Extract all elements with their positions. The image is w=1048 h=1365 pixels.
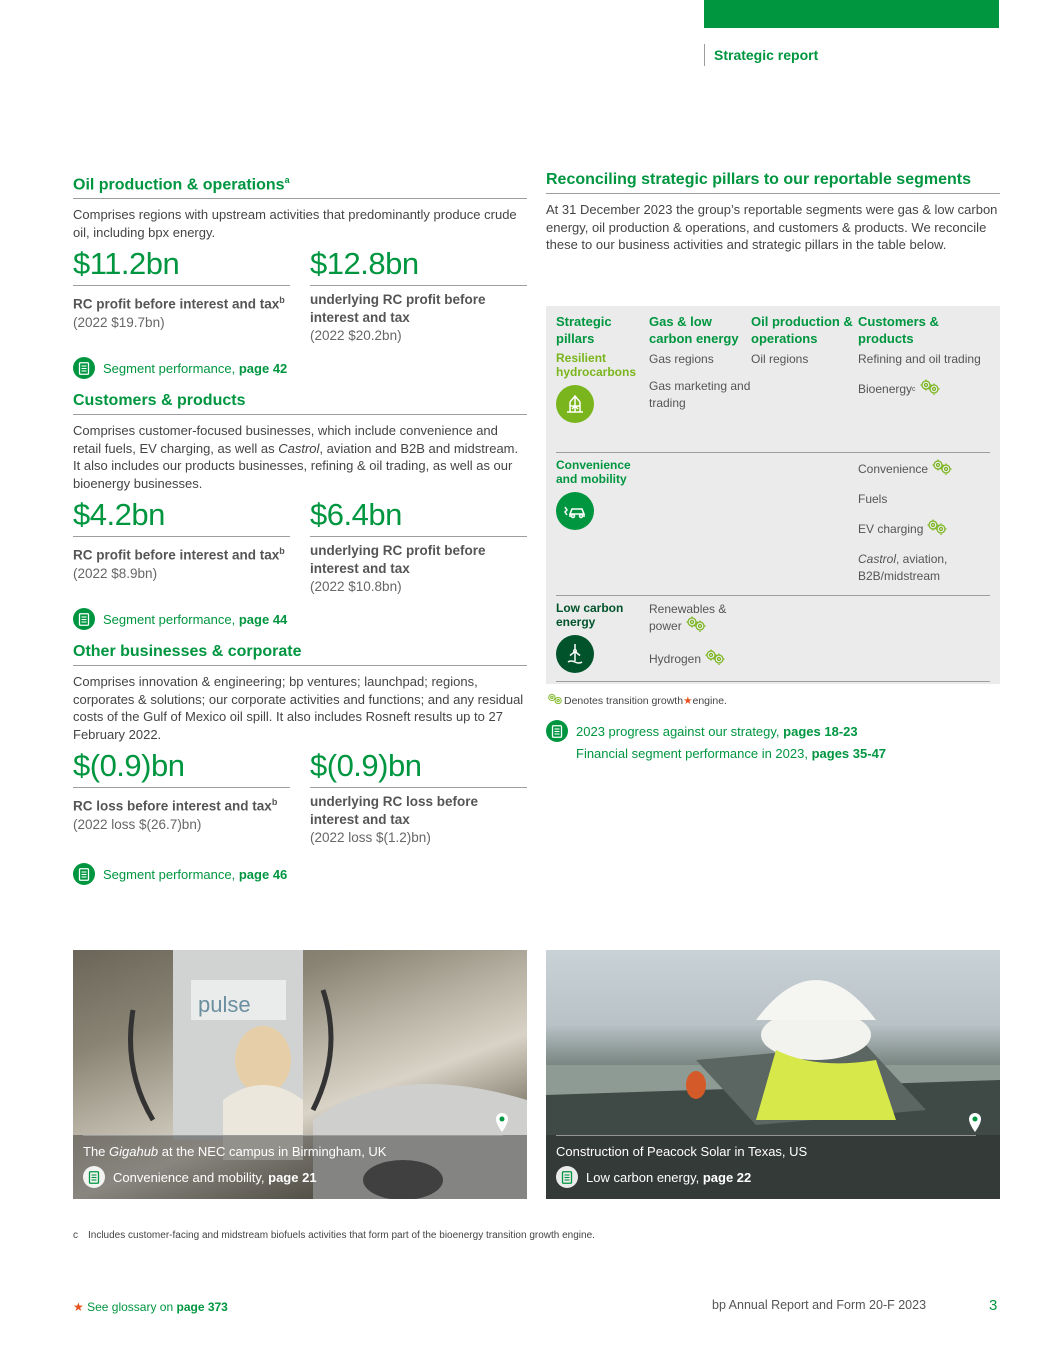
growth-engine-gears-icon bbox=[546, 692, 564, 709]
pillar-name: Low carbon energy bbox=[556, 600, 624, 629]
table-cell: Renewables & power bbox=[649, 601, 751, 638]
metric: $(0.9)bn underlying RC loss before interest and tax (2022 loss $(1.2)bn) bbox=[310, 747, 527, 847]
segment-title: Customers & products bbox=[73, 391, 527, 415]
table-cell: Bioenergy c bbox=[858, 378, 990, 401]
document-icon bbox=[73, 863, 95, 885]
photo-caption: The Gigahub at the NEC campus in Birmingham, UK Convenience and mobility, page 21 bbox=[73, 1135, 527, 1199]
metric: $12.8bn underlying RC profit before interest and tax (2022 $20.2bn) bbox=[310, 245, 527, 345]
strategy-references bbox=[546, 720, 886, 764]
segment-customers-products bbox=[73, 391, 527, 630]
page-number: 3 bbox=[989, 1297, 998, 1314]
table-row bbox=[556, 452, 990, 595]
table-cell: Gas regions bbox=[649, 352, 714, 366]
reconciling-title: Reconciling strategic pillars to our reportable segments bbox=[546, 170, 1000, 194]
table-cell: Convenience bbox=[858, 458, 990, 481]
glossary-link[interactable]: ★ See glossary on page 373 bbox=[73, 1300, 228, 1314]
pillar-name: Convenience and mobility bbox=[556, 457, 631, 486]
column-header: Gas & low carbon energy bbox=[649, 314, 739, 346]
document-icon bbox=[546, 720, 568, 742]
section-label: Strategic report bbox=[704, 44, 818, 66]
segment-oil-production bbox=[73, 170, 527, 379]
table-cell: Gas marketing and trading bbox=[649, 379, 751, 410]
photo-caption: Construction of Peacock Solar in Texas, US Low carbon energy, page 22 bbox=[546, 1135, 1000, 1199]
growth-engine-gears-icon bbox=[704, 648, 726, 671]
document-icon bbox=[556, 1166, 578, 1188]
segment-description: Comprises customer-focused businesses, which include convenience and retail fuels, EV charging, as well as Castrol, aviation and B2B and midstream. It also includes our products businesses, refining & oil trading, as well as our bioenergy businesses. bbox=[73, 423, 519, 491]
column-header: Oil production & operations bbox=[751, 314, 853, 346]
report-name: bp Annual Report and Form 20-F 2023 bbox=[712, 1298, 927, 1312]
segment-performance-link[interactable]: Segment performance, page 42 bbox=[73, 357, 527, 379]
svg-text:pulse: pulse bbox=[198, 992, 251, 1017]
segments-column bbox=[73, 170, 527, 885]
metric: $11.2bn RC profit before interest and tax$^b$ (2022 $19.7bn) bbox=[73, 245, 290, 345]
pillar-name: Resilient hydrocarbons bbox=[556, 351, 637, 379]
table-header-row bbox=[556, 312, 990, 347]
convenience-mobility-link[interactable]: Convenience and mobility, page 21 bbox=[83, 1166, 517, 1188]
column-header: Customers & products bbox=[858, 314, 939, 346]
growth-engine-gears-icon bbox=[685, 615, 707, 638]
reconciling-description: At 31 December 2023 the group’s reportable segments were gas & low carbon energy, oil production & operations, and customers & products. We reconcile these to our business activities and strategic pillars in the table below. bbox=[546, 202, 998, 252]
offshore-platform-icon bbox=[556, 385, 594, 423]
segment-title: Oil production & operations$^a$ bbox=[73, 170, 527, 199]
segment-performance-2023-link[interactable]: Financial segment performance in 2023, pages 35-47 bbox=[576, 745, 887, 761]
segment-title: Other businesses & corporate bbox=[73, 642, 527, 666]
table-cell: EV charging bbox=[858, 518, 990, 541]
table-cell: Refining and oil trading bbox=[858, 352, 981, 366]
segment-other-businesses bbox=[73, 642, 527, 885]
segment-performance-link[interactable]: Segment performance, page 44 bbox=[73, 608, 527, 630]
pillars-table bbox=[556, 312, 990, 682]
pillars-table-panel bbox=[546, 306, 1000, 684]
table-row bbox=[556, 595, 990, 681]
document-icon bbox=[73, 608, 95, 630]
footnote: c Includes customer-facing and midstream biofuels activities that form part of the bioenergy transition growth engine. bbox=[73, 1230, 595, 1241]
document-icon bbox=[83, 1166, 105, 1188]
reconciling-section bbox=[546, 170, 1000, 254]
glossary-star-icon: ★ bbox=[73, 1300, 84, 1314]
growth-engine-gears-icon bbox=[926, 518, 948, 541]
growth-engine-gears-icon bbox=[931, 458, 953, 481]
table-cell: Fuels bbox=[858, 491, 888, 506]
strategy-progress-link[interactable]: 2023 progress against our strategy, pages 18-23 bbox=[546, 720, 886, 742]
table-cell: Hydrogen bbox=[649, 648, 751, 671]
gears-legend: Denotes transition growth ★ engine. bbox=[546, 692, 727, 709]
metric: $6.4bn underlying RC profit before interest and tax (2022 $10.8bn) bbox=[310, 496, 527, 596]
document-icon bbox=[73, 357, 95, 379]
segment-description: Comprises regions with upstream activities that predominantly produce crude oil, including bpx energy. bbox=[73, 207, 517, 240]
table-row bbox=[556, 347, 990, 452]
segment-performance-link[interactable]: Segment performance, page 46 bbox=[73, 863, 527, 885]
photo-peacock-solar bbox=[546, 950, 1000, 1199]
segment-description: Comprises innovation & engineering; bp ventures; launchpad; regions, corporates & solutions; our corporate activities and functions; and any residual costs of the Gulf of Mexico oil spill. It also includes Rosneft results up to 27 February 2022. bbox=[73, 674, 524, 742]
column-header: Strategic pillars bbox=[556, 314, 612, 346]
header-accent-bar bbox=[704, 0, 999, 28]
photo-gigahub bbox=[73, 950, 527, 1199]
table-cell: Oil regions bbox=[751, 352, 809, 366]
growth-engine-gears-icon bbox=[919, 378, 941, 401]
metric: $(0.9)bn RC loss before interest and tax$^b$ (2022 loss $(26.7)bn) bbox=[73, 747, 290, 847]
table-cell: Castrol, aviation, B2B/midstream bbox=[858, 551, 948, 583]
glossary-star-icon: ★ bbox=[683, 694, 693, 707]
wind-turbine-icon bbox=[556, 635, 594, 673]
metric: $4.2bn RC profit before interest and tax$^b$ (2022 $8.9bn) bbox=[73, 496, 290, 596]
ev-car-icon bbox=[556, 492, 594, 530]
low-carbon-energy-link[interactable]: Low carbon energy, page 22 bbox=[556, 1166, 990, 1188]
